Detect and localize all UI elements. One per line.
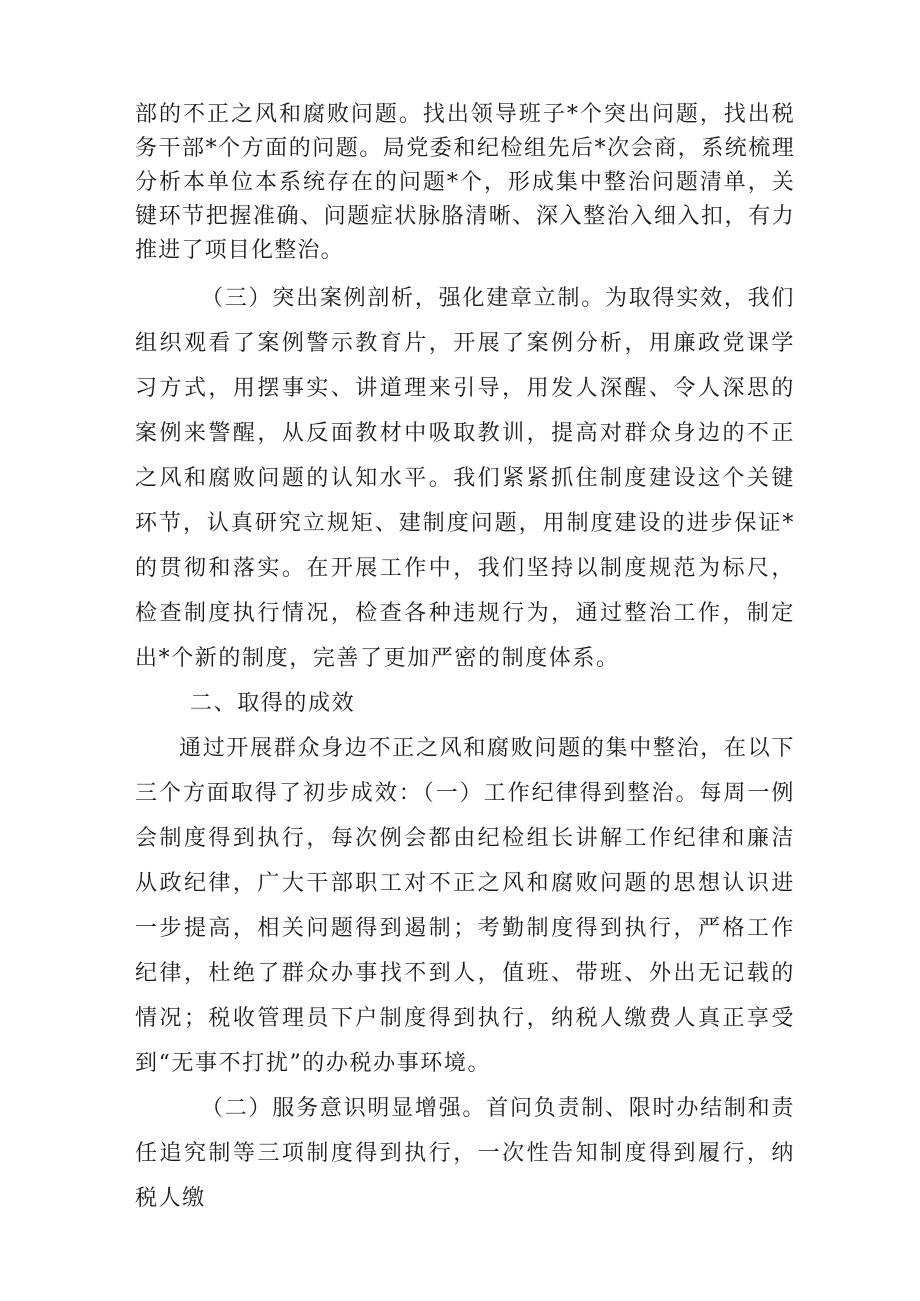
paragraph-results-summary: 通过开展群众身边不正之风和腐败问题的集中整治，在以下三个方面取得了初步成效：（一）工作纪律得到整治。每周一例会制度得到执行，每次例会都由纪检组长讲解工作纪律和廉洁从政纪律，广大干部职工对不正之风和腐败问题的思想认识进一步提高，相关问题得到遏制；考勤制度得到执行，严格工作纪律，杜绝了群众办事找不到人，值班、带班、外出无记载的情况；税收管理员下户制度得到执行，纳税人缴费人真正享受到“无事不打扰”的办税办事环境。 [135, 736, 795, 1076]
paragraph-continued: 部的不正之风和腐败问题。找出领导班子*个突出问题，找出税务干部*个方面的问题。局党委和纪检组先后*次会商，系统梳理分析本单位本系统存在的问题*个，形成集中整治问题清单，关键环节把握准确、问题症状脉胳清晰、深入整治入细入扣，有力推进了项目化整治。 [135, 102, 795, 263]
section-heading-results: 二、取得的成效 [190, 691, 356, 716]
paragraph-service-awareness: （二）服务意识明显增强。首问负责制、限时办结制和责任追究制等三项制度得到执行，一次性告知制度得到履行，纳税人缴 [135, 1096, 795, 1211]
paragraph-case-analysis: （三）突出案例剖析，强化建章立制。为取得实效，我们组织观看了案例警示教育片，开展了案例分析，用廉政党课学习方式，用摆事实、讲道理来引导，用发人深醒、令人深思的案例来警醒，从反面教材中吸取教训，提高对群众身边的不正之风和腐败问题的认知水平。我们紧紧抓住制度建设这个关键环节，认真研究立规矩、建制度问题，用制度建设的进步保证*的贯彻和落实。在开展工作中，我们坚持以制度规范为标尺，检查制度执行情况，检查各种违规行为，通过整治工作，制定出*个新的制度，完善了更加严密的制度体系。 [135, 286, 795, 671]
document-body [135, 98, 795, 1221]
